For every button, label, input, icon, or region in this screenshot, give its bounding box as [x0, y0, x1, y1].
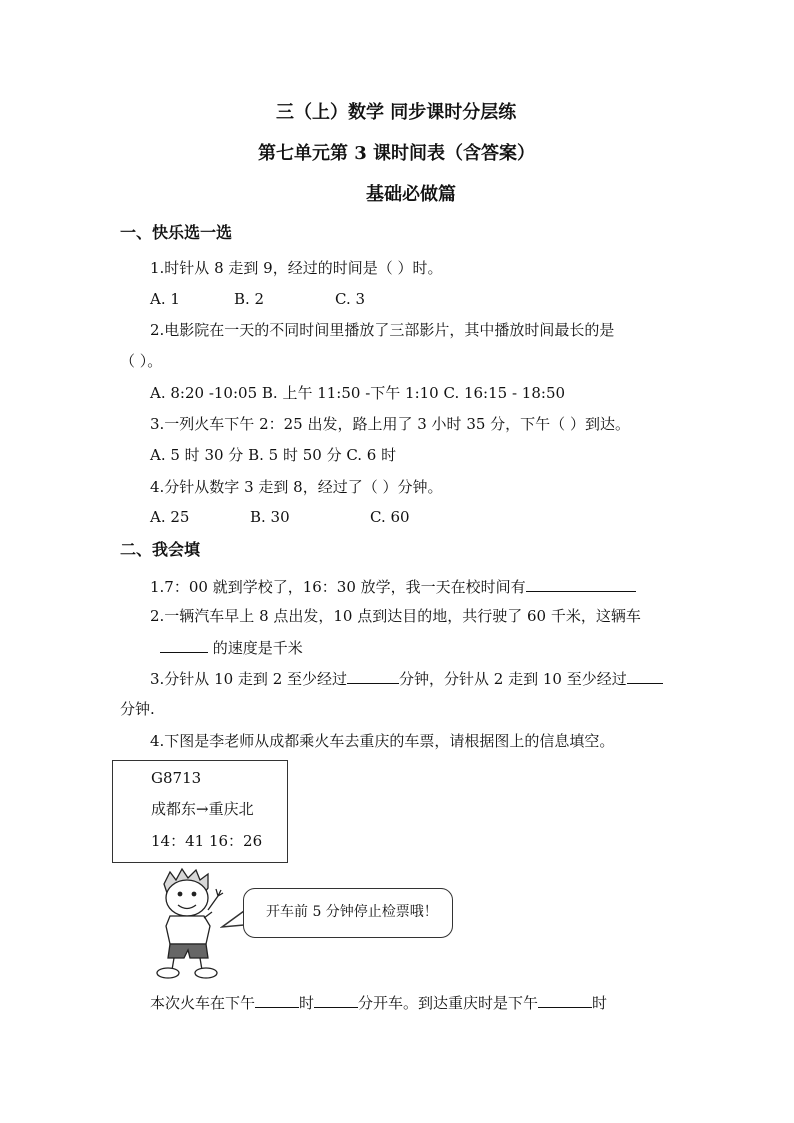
answer-blank[interactable] — [160, 637, 208, 653]
final-part2: 时 — [299, 994, 315, 1012]
q4-option-b: B. 30 — [250, 508, 290, 526]
final-part4: 时 — [592, 994, 608, 1012]
final-part3: 分开车。到达重庆时是下午 — [358, 994, 539, 1012]
q1-option-b: B. 2 — [234, 290, 265, 308]
section-level-title: 基础必做篇 — [366, 184, 456, 205]
answer-blank[interactable] — [627, 668, 663, 684]
q1-stem: 1.时针从 8 走到 9，经过的时间是（ ）时。 — [150, 259, 443, 277]
fill-q1 — [150, 576, 636, 597]
fill-q3-line1 — [150, 668, 663, 689]
section2-heading: 二、我会填 — [120, 540, 201, 559]
train-ticket — [112, 760, 288, 863]
q4-stem: 4.分针从数字 3 走到 8，经过了（ ）分钟。 — [150, 478, 443, 496]
q4-option-c: C. 60 — [370, 508, 410, 526]
fill-q3-part2: 分钟，分针从 2 走到 10 至少经过 — [399, 670, 627, 688]
speech-bubble — [243, 888, 453, 938]
fill-q2-line2-text: 的速度是千米 — [212, 639, 303, 657]
page-title: 三（上）数学 同步课时分层练 — [276, 102, 517, 123]
fill-q2-line2 — [160, 637, 303, 658]
q1-option-a: A. 1 — [150, 290, 180, 308]
ticket-route: 成都东→重庆北 — [151, 800, 254, 818]
q2-stem-line2: （ ）。 — [120, 352, 163, 370]
fill-q1-text: 1.7：00 就到学校了，16：30 放学，我一天在校时间有 — [150, 578, 526, 596]
q2-stem-line1: 2.电影院在一天的不同时间里播放了三部影片，其中播放时间最长的是 — [150, 321, 615, 339]
final-part1: 本次火车在下午 — [150, 994, 256, 1012]
answer-blank[interactable] — [538, 992, 592, 1008]
page-subtitle: 第七单元第 3 课时间表（含答案） — [258, 143, 536, 164]
ticket-train-number: G8713 — [151, 769, 202, 787]
answer-blank[interactable] — [314, 992, 358, 1008]
q1-option-c: C. 3 — [335, 290, 366, 308]
fill-q3-part1: 3.分针从 10 走到 2 至少经过 — [150, 670, 348, 688]
fill-q2-line1: 2.一辆汽车早上 8 点出发，10 点到达目的地，共行驶了 60 千米，这辆车 — [150, 607, 641, 625]
answer-blank[interactable] — [255, 992, 299, 1008]
fill-q4-stem: 4.下图是李老师从成都乘火车去重庆的车票，请根据图上的信息填空。 — [150, 732, 615, 750]
fill-q3-line2: 分钟. — [120, 700, 155, 718]
q2-options: A. 8:20 -10:05 B. 上午 11:50 -下午 1:10 C. 16:15 - 18:50 — [150, 384, 566, 402]
speech-bubble-text: 开车前 5 分钟停止检票哦！ — [266, 904, 438, 920]
ticket-times: 14：41 16：26 — [151, 832, 263, 850]
q3-stem: 3.一列火车下午 2：25 出发，路上用了 3 小时 35 分，下午（ ）到达。 — [150, 415, 630, 433]
answer-blank[interactable] — [526, 576, 636, 592]
section1-heading: 一、快乐选一选 — [120, 223, 233, 242]
cartoon-boy-illustration — [150, 866, 230, 981]
q3-options: A. 5 时 30 分 B. 5 时 50 分 C. 6 时 — [150, 446, 397, 464]
final-question — [150, 992, 607, 1013]
answer-blank[interactable] — [347, 668, 399, 684]
q4-option-a: A. 25 — [150, 508, 190, 526]
